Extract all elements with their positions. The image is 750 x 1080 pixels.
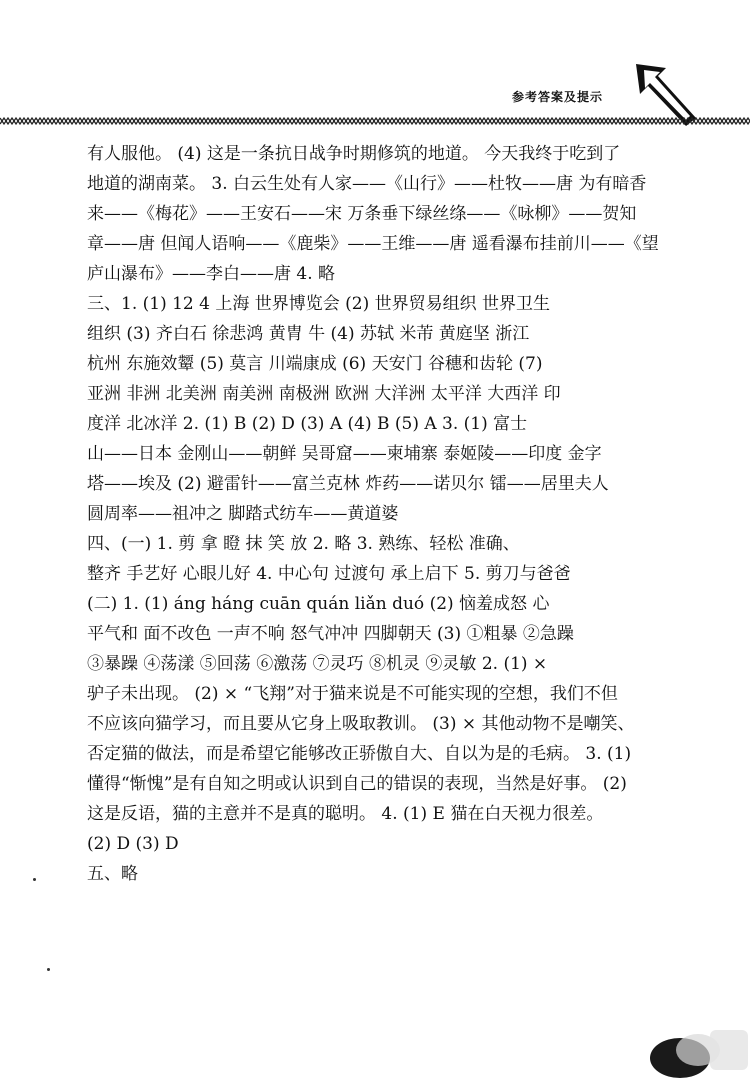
header-title: 参考答案及提示	[512, 90, 604, 104]
text-line: 三、1. (1) 12 4 上海 世界博览会 (2) 世界贸易组织 世界卫生	[87, 294, 551, 314]
text-line: 塔——埃及 (2) 避雷针——富兰克林 炸药——诺贝尔 镭——居里夫人	[87, 474, 609, 494]
text-line: 来——《梅花》——王安石——宋 万条垂下绿丝绦——《咏柳》——贺知	[87, 204, 637, 224]
text-line: 章——唐 但闻人语响——《鹿柴》——王维——唐 遥看瀑布挂前川——《望	[87, 234, 659, 254]
text-line: 平气和 面不改色 一声不响 怒气冲冲 四脚朝天 (3) ①粗暴 ②急躁	[87, 624, 574, 644]
text-line: 圆周率——祖冲之 脚踏式纺车——黄道婆	[87, 504, 399, 524]
text-line: 驴子未出现。 (2) × “飞翔”对于猫来说是不可能实现的空想，我们不但	[87, 684, 618, 704]
text-line: 组织 (3) 齐白石 徐悲鸿 黄胄 牛 (4) 苏轼 米芾 黄庭坚 浙江	[87, 324, 530, 344]
text-line: 有人服他。 (4) 这是一条抗日战争时期修筑的地道。 今天我终于吃到了	[87, 144, 621, 164]
text-line: (二) 1. (1) áng háng cuān quán liǎn duó (2) 恼羞成怒 心	[87, 594, 550, 614]
header-divider	[0, 116, 750, 126]
text-line: ③暴躁 ④荡漾 ⑤回荡 ⑥激荡 ⑦灵巧 ⑧机灵 ⑨灵敏 2. (1) ×	[87, 654, 548, 674]
text-line: (2) D (3) D	[87, 834, 179, 854]
text-line: 亚洲 非洲 北美洲 南美洲 南极洲 欧洲 大洋洲 太平洋 大西洋 印	[87, 384, 561, 404]
text-line: 山——日本 金刚山——朝鲜 吴哥窟——柬埔寨 泰姬陵——印度 金字	[87, 444, 602, 464]
scan-speck	[47, 968, 50, 971]
text-line: 懂得“惭愧”是有自知之明或认识到自己的错误的表现，当然是好事。 (2)	[87, 774, 627, 794]
text-line: 庐山瀑布》——李白——唐 4. 略	[87, 264, 336, 284]
text-line: 度洋 北冰洋 2. (1) B (2) D (3) A (4) B (5) A 3. (1) 富士	[87, 414, 528, 434]
text-line: 五、略	[87, 864, 138, 884]
text-line: 四、(一) 1. 剪 拿 瞪 抹 笑 放 2. 略 3. 熟练、轻松 准确、	[87, 534, 520, 554]
text-line: 否定猫的做法，而是希望它能够改正骄傲自大、自以为是的毛病。 3. (1)	[87, 744, 632, 764]
text-line: 杭州 东施效颦 (5) 莫言 川端康成 (6) 天安门 谷穗和齿轮 (7)	[87, 354, 543, 374]
text-line: 地道的湖南菜。 3. 白云生处有人家——《山行》——杜牧——唐 为有暗香	[87, 174, 647, 194]
text-line: 整齐 手艺好 心眼儿好 4. 中心句 过渡句 承上启下 5. 剪刀与爸爸	[87, 564, 571, 584]
page-number-blob	[640, 1010, 750, 1080]
text-line: 不应该向猫学习，而且要从它身上吸取教训。 (3) × 其他动物不是嘲笑、	[87, 714, 635, 734]
text-line: 这是反语，猫的主意并不是真的聪明。 4. (1) E 猫在白天视力很差。	[87, 804, 604, 824]
scan-speck	[33, 878, 36, 881]
